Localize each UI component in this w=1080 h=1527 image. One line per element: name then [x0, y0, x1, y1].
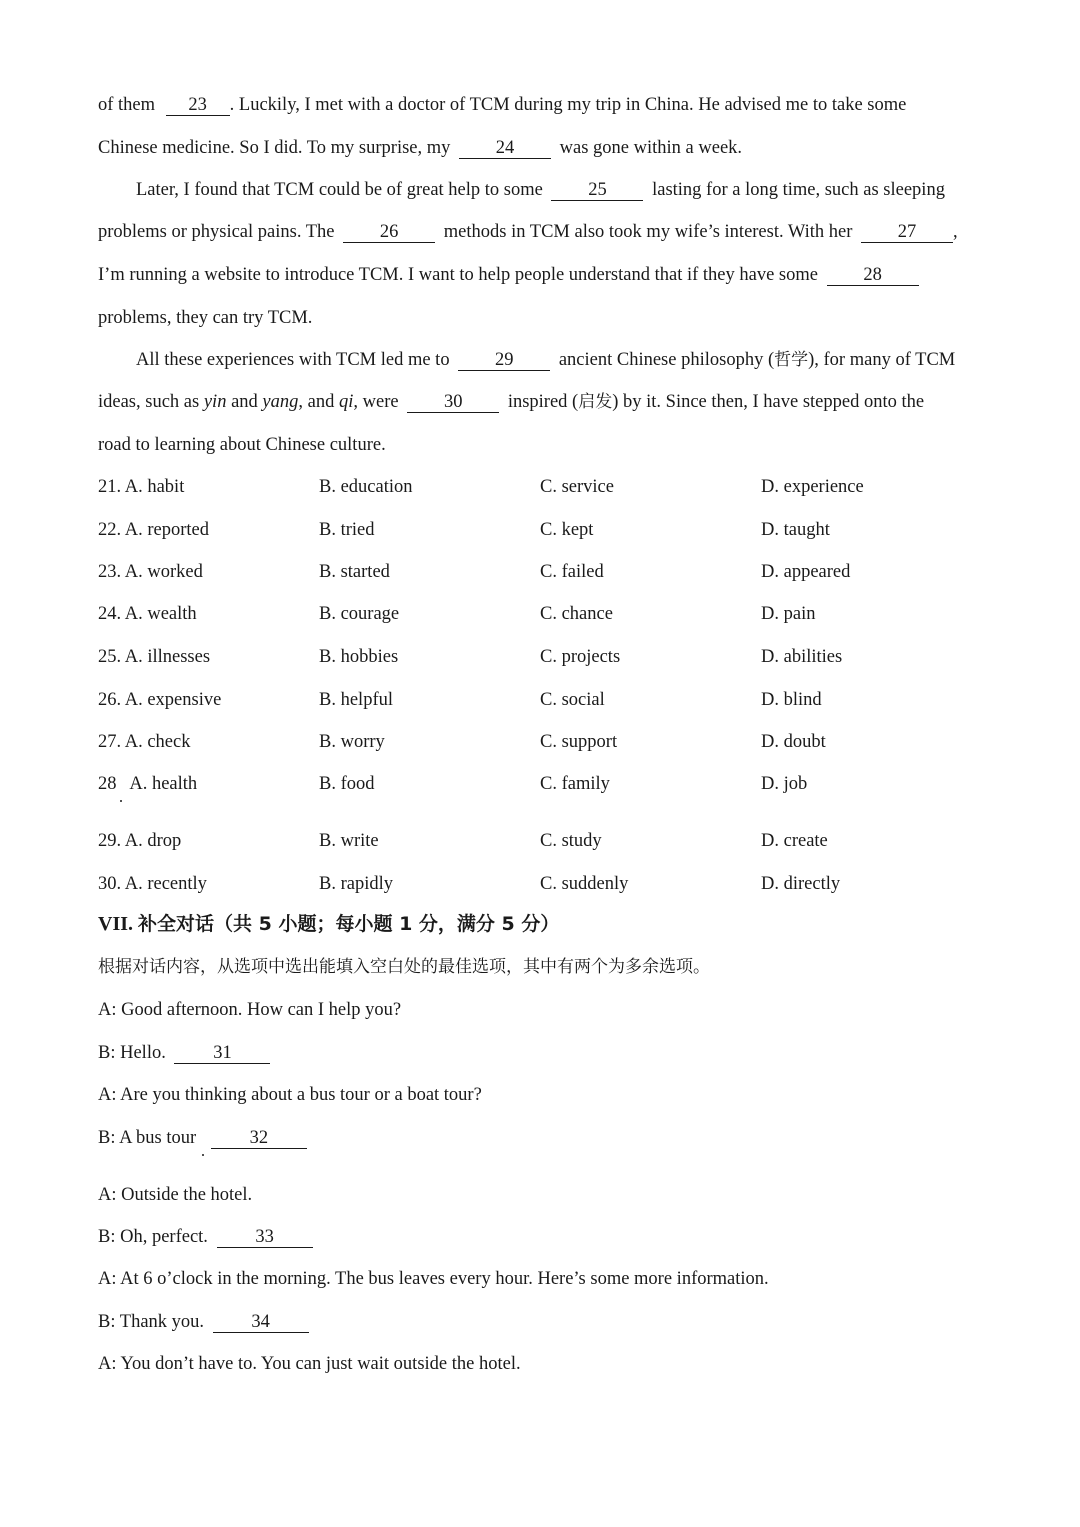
option-a: 28 A. health — [98, 774, 198, 794]
passage-text: ideas, such as — [98, 392, 204, 412]
passage-line — [98, 93, 906, 117]
option-c: C. chance — [540, 604, 613, 624]
option-row-28 — [98, 772, 998, 796]
passage-text: . Luckily, I met with a doctor of TCM during my trip in China. He advised me to take some — [229, 95, 907, 115]
option-b: B. worry — [319, 732, 385, 752]
option-a: 30. A. recently — [98, 874, 207, 894]
passage-text: inspired ( — [507, 392, 579, 412]
option-b: B. tried — [319, 520, 375, 540]
passage-text: ) by it. Since then, I have stepped onto the — [612, 392, 925, 412]
blank-26: 26 — [343, 222, 435, 243]
dialogue-line — [98, 1352, 521, 1376]
passage-line — [98, 433, 386, 457]
option-d: D. directly — [761, 874, 841, 894]
option-a: 23. A. worked — [98, 562, 203, 582]
option-c: C. failed — [540, 562, 604, 582]
option-d: D. abilities — [761, 647, 843, 667]
dialogue-text: A: At 6 o’clock in the morning. The bus leaves every hour. Here’s some more information. — [98, 1269, 769, 1289]
passage-text: problems or physical pains. The — [98, 222, 335, 242]
option-c: C. support — [540, 732, 618, 752]
option-row-29 — [98, 829, 998, 853]
option-b: B. education — [319, 477, 413, 497]
passage-line — [98, 220, 958, 244]
option-d: D. blind — [761, 690, 822, 710]
option-a: 22. A. reported — [98, 520, 209, 540]
blank-28: 28 — [827, 265, 919, 286]
section-title: 补全对话（共 5 小题；每小题 1 分，满分 5 分） — [138, 913, 560, 935]
section-instruction — [98, 955, 710, 979]
dialogue-line — [98, 1041, 270, 1065]
blank-23: 23 — [166, 95, 230, 116]
section-number: VII. — [98, 913, 134, 935]
passage-text: of them — [98, 95, 156, 115]
option-b: B. hobbies — [319, 647, 399, 667]
option-d: D. pain — [761, 604, 816, 624]
passage-text: I’m running a website to introduce TCM. I want to help people understand that if they have some — [98, 265, 818, 285]
option-c: C. projects — [540, 647, 621, 667]
dialogue-line — [98, 1126, 307, 1150]
passage-text: 哲学 — [774, 350, 809, 370]
passage-text: yang — [262, 392, 299, 412]
option-b: B. food — [319, 774, 375, 794]
option-d: D. experience — [761, 477, 864, 497]
option-d: D. create — [761, 831, 828, 851]
dialogue-line — [98, 1183, 252, 1207]
option-a: 27. A. check — [98, 732, 191, 752]
section-heading — [98, 911, 559, 937]
option-b: B. rapidly — [319, 874, 393, 894]
passage-text: yin — [203, 392, 227, 412]
passage-line — [136, 348, 955, 372]
dialogue-line — [98, 1083, 482, 1107]
dialogue-line — [98, 1310, 309, 1334]
blank-25: 25 — [551, 180, 643, 201]
option-row-26 — [98, 688, 998, 712]
dialogue-line — [98, 1267, 769, 1291]
option-c: C. kept — [540, 520, 594, 540]
option-b: B. courage — [319, 604, 400, 624]
option-d: D. appeared — [761, 562, 851, 582]
passage-text: Later, I found that TCM could be of great help to some — [136, 180, 543, 200]
passage-text: All these experiences with TCM led me to — [136, 350, 450, 370]
option-a: 24. A. wealth — [98, 604, 197, 624]
passage-text: , were — [353, 392, 399, 412]
blank-34: 34 — [213, 1312, 309, 1333]
dialogue-text: B: A bus tour — [98, 1128, 197, 1148]
passage-line — [98, 136, 742, 160]
option-c: C. study — [540, 831, 602, 851]
dialogue-text: A: Outside the hotel. — [98, 1185, 253, 1205]
passage-text: qi — [338, 392, 354, 412]
option-row-25 — [98, 645, 998, 669]
dialogue-line — [98, 998, 401, 1022]
blank-31: 31 — [174, 1043, 270, 1064]
blank-24: 24 — [459, 138, 551, 159]
blank-30: 30 — [407, 392, 499, 413]
option-a: 29. A. drop — [98, 831, 182, 851]
stray-dot-mark — [120, 800, 122, 802]
option-d: D. doubt — [761, 732, 826, 752]
passage-text: , — [953, 222, 958, 242]
dialogue-text: B: Thank you. — [98, 1312, 205, 1332]
option-row-23 — [98, 560, 998, 584]
passage-text: 启发 — [578, 392, 613, 412]
passage-text: ancient Chinese philosophy ( — [558, 350, 775, 370]
option-a: 25. A. illnesses — [98, 647, 211, 667]
dialogue-line — [98, 1225, 313, 1249]
passage-text: , and — [298, 392, 339, 412]
option-a: 21. A. habit — [98, 477, 185, 497]
option-b: B. write — [319, 831, 379, 851]
dialogue-text: B: Oh, perfect. — [98, 1227, 208, 1247]
passage-text: road to learning about Chinese culture. — [98, 435, 386, 455]
passage-text: ), for many of TCM — [808, 350, 956, 370]
stray-dot-mark — [202, 1154, 204, 1156]
option-row-30 — [98, 872, 998, 896]
option-b: B. started — [319, 562, 390, 582]
option-row-27 — [98, 730, 998, 754]
option-d: D. taught — [761, 520, 830, 540]
blank-32: 32 — [211, 1128, 307, 1149]
option-c: C. service — [540, 477, 614, 497]
passage-text: problems, they can try TCM. — [98, 308, 313, 328]
option-row-24 — [98, 602, 998, 626]
dialogue-text: A: You don’t have to. You can just wait outside the hotel. — [98, 1354, 521, 1374]
passage-line — [98, 263, 919, 287]
dialogue-text: A: Are you thinking about a bus tour or a boat tour? — [98, 1085, 482, 1105]
passage-line — [98, 306, 312, 330]
passage-line — [98, 390, 924, 414]
passage-text: lasting for a long time, such as sleeping — [652, 180, 945, 200]
dialogue-text: A: Good afternoon. How can I help you? — [98, 1000, 402, 1020]
dialogue-text: B: Hello. — [98, 1043, 166, 1063]
blank-29: 29 — [458, 350, 550, 371]
option-c: C. suddenly — [540, 874, 629, 894]
instruction-text: 根据对话内容，从选项中选出能填入空白处的最佳选项，其中有两个为多余选项。 — [98, 957, 710, 977]
option-c: C. social — [540, 690, 605, 710]
option-b: B. helpful — [319, 690, 393, 710]
option-c: C. family — [540, 774, 610, 794]
passage-line — [136, 178, 945, 202]
option-a: 26. A. expensive — [98, 690, 222, 710]
passage-text: and — [226, 392, 263, 412]
passage-text: methods in TCM also took my wife’s interest. With her — [443, 222, 853, 242]
option-d: D. job — [761, 774, 808, 794]
passage-text: Chinese medicine. So I did. To my surprise, my — [98, 138, 451, 158]
blank-27: 27 — [861, 222, 953, 243]
option-row-21 — [98, 475, 998, 499]
passage-text: was gone within a week. — [559, 138, 743, 158]
blank-33: 33 — [217, 1227, 313, 1248]
option-row-22 — [98, 518, 998, 542]
